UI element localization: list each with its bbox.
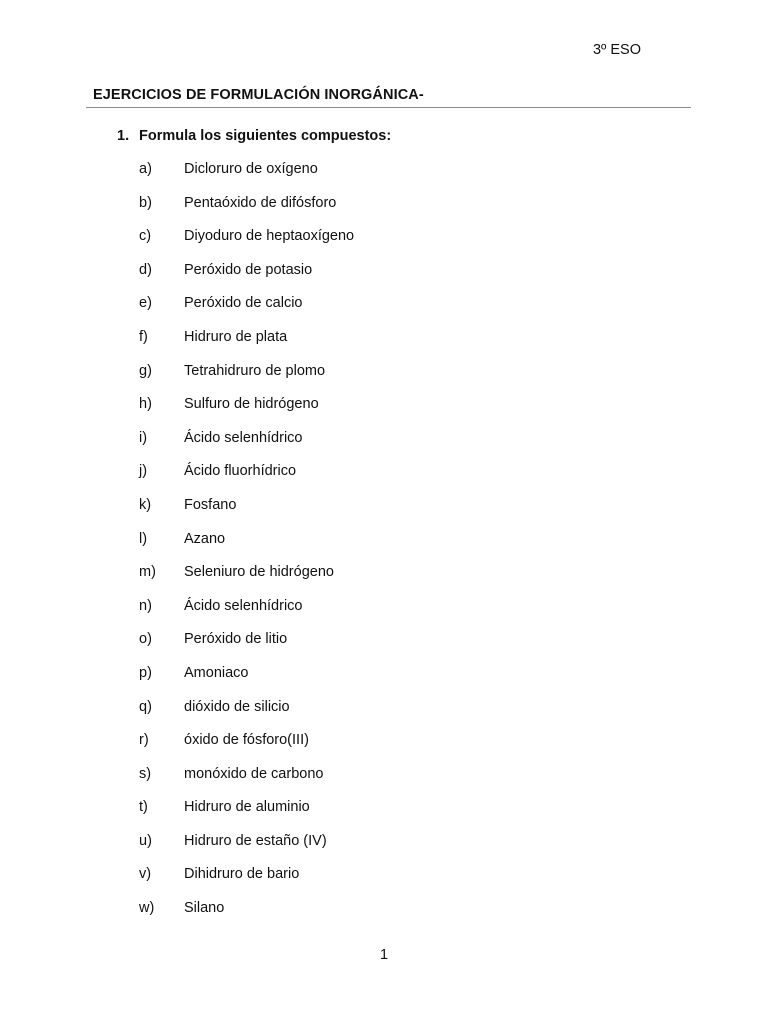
item-letter: s) [139, 765, 152, 782]
list-item [139, 766, 354, 800]
list-item [139, 631, 354, 665]
question-number: 1. [117, 128, 130, 144]
item-compound-name: Seleniuro de hidrógeno [184, 564, 334, 581]
item-letter: b) [139, 194, 152, 211]
item-compound-name: dióxido de silicio [184, 698, 290, 715]
item-letter: p) [139, 664, 152, 681]
item-compound-name: Ácido fluorhídrico [184, 463, 297, 480]
item-letter: d) [139, 261, 152, 278]
item-compound-name: monóxido de carbono [184, 765, 324, 782]
item-compound-name: Diyoduro de heptaoxígeno [184, 228, 355, 245]
item-compound-name: Hidruro de aluminio [184, 799, 310, 816]
item-letter: l) [139, 530, 148, 547]
list-item [139, 161, 354, 195]
list-item [139, 497, 354, 531]
list-item [139, 900, 354, 934]
item-compound-name: Peróxido de calcio [184, 295, 303, 312]
item-letter: g) [139, 362, 152, 379]
title-underline [86, 107, 691, 108]
item-letter: e) [139, 295, 152, 312]
list-item [139, 598, 354, 632]
item-letter: a) [139, 161, 152, 177]
item-letter: k) [139, 496, 152, 513]
item-compound-name: Hidruro de plata [184, 328, 288, 345]
item-letter: n) [139, 597, 152, 614]
question-text: Formula los siguientes compuestos: [139, 128, 392, 144]
list-item [139, 564, 354, 598]
item-compound-name: Peróxido de litio [184, 631, 288, 648]
page-number: 1 [379, 947, 389, 963]
item-letter: m) [139, 564, 156, 581]
list-item [139, 228, 354, 262]
list-item [139, 732, 354, 766]
question-heading [117, 128, 391, 144]
list-item [139, 262, 354, 296]
item-compound-name: Amoniaco [184, 664, 249, 681]
list-item [139, 833, 354, 867]
list-item [139, 699, 354, 733]
list-item [139, 295, 354, 329]
item-compound-name: Dicloruro de oxígeno [184, 161, 318, 177]
item-compound-name: Silano [184, 900, 225, 917]
item-compound-name: Sulfuro de hidrógeno [184, 396, 319, 413]
item-letter: c) [139, 228, 152, 245]
list-item [139, 195, 354, 229]
item-compound-name: Tetrahidruro de plomo [184, 362, 326, 379]
item-letter: r) [139, 732, 149, 749]
list-item [139, 665, 354, 699]
list-item [139, 396, 354, 430]
item-letter: u) [139, 832, 152, 849]
item-letter: q) [139, 698, 152, 715]
item-letter: v) [139, 866, 152, 883]
item-letter: f) [139, 328, 148, 345]
item-letter: t) [139, 799, 148, 816]
item-compound-name: Hidruro de estaño (IV) [184, 832, 327, 849]
list-item [139, 531, 354, 565]
item-letter: w) [139, 900, 155, 917]
list-item [139, 430, 354, 464]
page-title: EJERCICIOS DE FORMULACIÓN INORGÁNICA- [93, 87, 424, 103]
exercise-list [139, 161, 354, 934]
item-compound-name: Azano [184, 530, 226, 547]
list-item [139, 866, 354, 900]
item-compound-name: Ácido selenhídrico [184, 597, 303, 614]
list-item [139, 799, 354, 833]
item-compound-name: Ácido selenhídrico [184, 429, 303, 446]
course-label: 3º ESO [592, 42, 641, 58]
list-item [139, 363, 354, 397]
item-compound-name: Peróxido de potasio [184, 261, 313, 278]
item-letter: i) [139, 429, 148, 446]
item-compound-name: óxido de fósforo(III) [184, 732, 309, 749]
list-item [139, 463, 354, 497]
item-letter: o) [139, 631, 152, 648]
item-compound-name: Fosfano [184, 496, 237, 513]
item-letter: h) [139, 396, 152, 413]
item-compound-name: Pentaóxido de difósforo [184, 194, 337, 211]
list-item [139, 329, 354, 363]
item-compound-name: Dihidruro de bario [184, 866, 300, 883]
item-letter: j) [139, 463, 148, 480]
